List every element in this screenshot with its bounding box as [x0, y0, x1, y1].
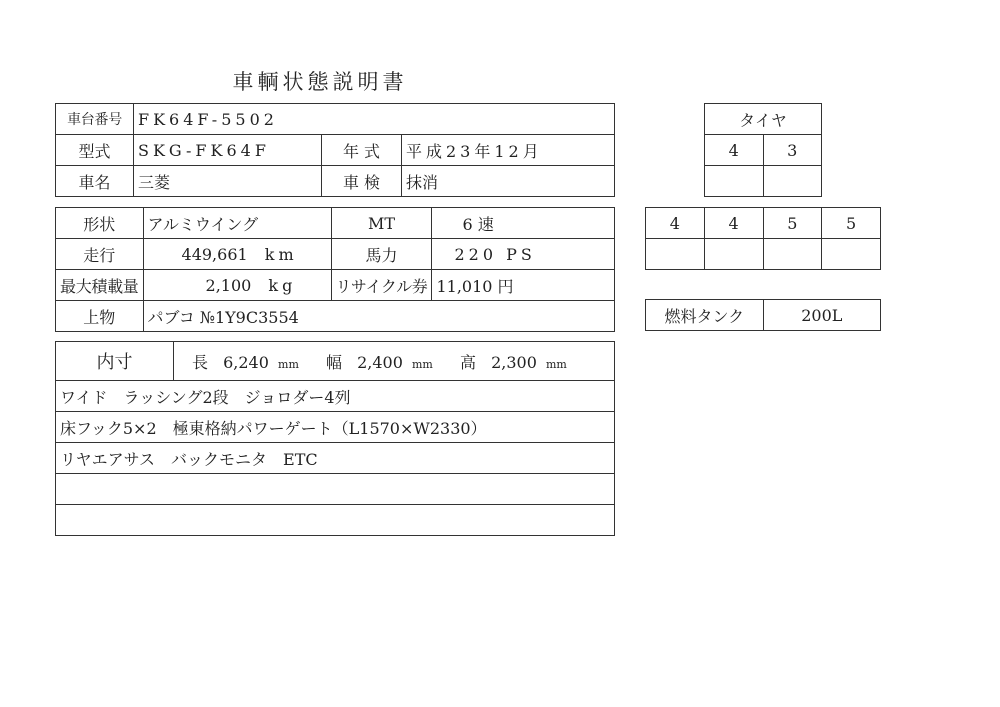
- mileage-value: 449,661: [181, 244, 248, 264]
- transmission-value: 6 速: [432, 208, 615, 239]
- year-label: 年 式: [322, 135, 402, 166]
- table-row: [56, 443, 615, 474]
- tire-rear-blank-1: [646, 239, 705, 270]
- tire-rear-2: 4: [704, 208, 763, 239]
- table-row: [56, 239, 615, 270]
- tire-rear-blank-4: [822, 239, 881, 270]
- max-payload-label: 最大積載量: [56, 270, 144, 301]
- specs-table: [55, 207, 615, 332]
- vehicle-name-label: 車名: [56, 166, 134, 197]
- tire-front-table: [704, 103, 822, 197]
- max-payload-unit: kg: [268, 275, 297, 295]
- table-row: [56, 270, 615, 301]
- table-row: [56, 381, 615, 412]
- width-unit: mm: [412, 357, 433, 371]
- tire-rear-table: [645, 207, 881, 270]
- tire-rear-1: 4: [646, 208, 705, 239]
- tire-rear-blank-3: [763, 239, 822, 270]
- table-row: [705, 104, 822, 135]
- inner-dimensions-label: 内寸: [56, 342, 174, 381]
- inspection-value: 抹消: [402, 166, 615, 197]
- chassis-number-label: 車台番号: [56, 104, 134, 135]
- width-value: 2,400: [357, 352, 403, 372]
- year-value: 平成23年12月: [402, 135, 615, 166]
- note-line-1: ワイド ラッシング2段 ジョロダー4列: [56, 381, 615, 412]
- table-row: [56, 342, 615, 381]
- dimensions-table: [55, 341, 615, 536]
- tire-rear-3: 5: [763, 208, 822, 239]
- table-row: [646, 239, 881, 270]
- tire-front-right: 3: [763, 135, 822, 166]
- model-value: SKG-FK64F: [134, 135, 322, 166]
- table-row: [56, 104, 615, 135]
- note-line-5: [56, 505, 615, 536]
- max-payload-value: 2,100: [205, 275, 252, 295]
- fuel-tank-label: 燃料タンク: [646, 300, 764, 331]
- length-label: 長: [192, 352, 209, 372]
- note-line-2: 床フック5×2 極東格納パワーゲート（L1570×W2330）: [56, 412, 615, 443]
- table-row: [56, 166, 615, 197]
- inner-dimensions-values: [174, 342, 615, 381]
- vehicle-name-value: 三菱: [134, 166, 322, 197]
- fuel-tank-table: [645, 299, 881, 331]
- shape-label: 形状: [56, 208, 144, 239]
- horsepower-value: 220 PS: [432, 239, 615, 270]
- width-label: 幅: [325, 352, 342, 372]
- payload-cell: [143, 270, 331, 301]
- body-value: パブコ №1Y9C3554: [143, 301, 614, 332]
- table-row: [646, 300, 881, 331]
- table-row: [56, 412, 615, 443]
- tire-label: タイヤ: [705, 104, 822, 135]
- document-title: 車輌状態説明書: [232, 70, 408, 94]
- shape-value: アルミウイング: [143, 208, 331, 239]
- transmission-label: MT: [331, 208, 432, 239]
- table-row: [56, 301, 615, 332]
- mileage-label: 走行: [56, 239, 144, 270]
- body-label: 上物: [56, 301, 144, 332]
- note-line-3: リヤエアサス バックモニタ ETC: [56, 443, 615, 474]
- table-row: [646, 208, 881, 239]
- table-row: [56, 474, 615, 505]
- length-unit: mm: [278, 357, 299, 371]
- tire-rear-4: 5: [822, 208, 881, 239]
- tire-front-blank-right: [763, 166, 822, 197]
- inspection-label: 車 検: [322, 166, 402, 197]
- table-row: [56, 208, 615, 239]
- chassis-number-value: FK64F-5502: [134, 104, 615, 135]
- tire-front-blank-left: [705, 166, 764, 197]
- fuel-tank-value: 200L: [763, 300, 880, 331]
- mileage-unit: km: [264, 244, 298, 264]
- model-label: 型式: [56, 135, 134, 166]
- recycle-ticket-value: 11,010 円: [432, 270, 615, 301]
- horsepower-label: 馬力: [331, 239, 432, 270]
- tire-rear-blank-2: [704, 239, 763, 270]
- height-unit: mm: [545, 357, 567, 371]
- table-row: [56, 505, 615, 536]
- height-label: 高: [459, 352, 476, 372]
- height-value: 2,300: [491, 352, 537, 372]
- mileage-cell: [143, 239, 331, 270]
- table-row: [705, 166, 822, 197]
- table-row: [705, 135, 822, 166]
- note-line-4: [56, 474, 615, 505]
- tire-front-left: 4: [705, 135, 764, 166]
- recycle-ticket-label: リサイクル券: [331, 270, 432, 301]
- length-value: 6,240: [223, 352, 269, 372]
- table-row: [56, 135, 615, 166]
- basic-info-table: [55, 103, 615, 197]
